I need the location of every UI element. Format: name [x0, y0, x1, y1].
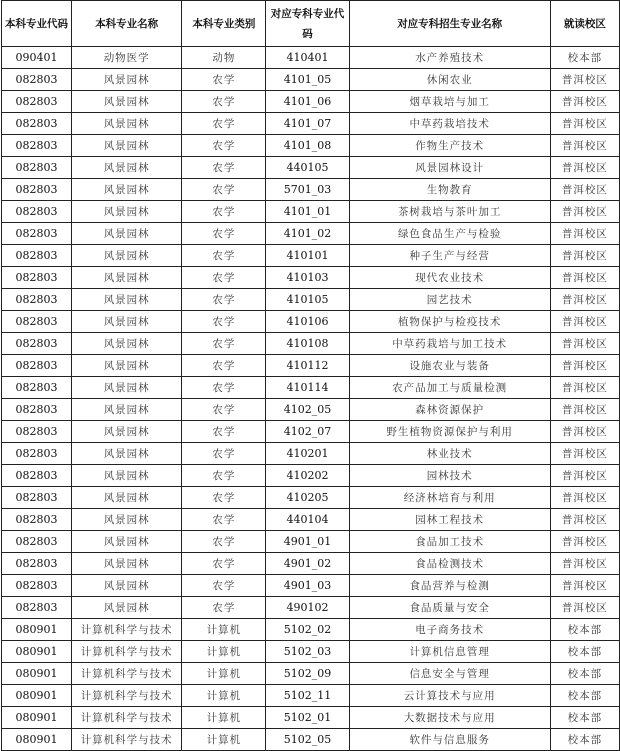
cell-undergrad-code: 082803 — [2, 179, 72, 201]
table-row — [2, 707, 620, 729]
cell-undergrad-name: 风景园林 — [72, 333, 182, 355]
cell-college-code: 4102_05 — [266, 399, 349, 421]
cell-college-code: 410202 — [266, 465, 349, 487]
cell-undergrad-code: 082803 — [2, 157, 72, 179]
cell-campus: 校本部 — [550, 707, 619, 729]
cell-undergrad-category: 农学 — [182, 311, 266, 333]
cell-campus: 普洱校区 — [550, 443, 619, 465]
header-row — [2, 1, 620, 47]
cell-college-major: 林业技术 — [349, 443, 550, 465]
header-undergrad-name: 本科专业名称 — [72, 1, 182, 47]
cell-campus: 普洱校区 — [550, 69, 619, 91]
table-row — [2, 641, 620, 663]
table-row — [2, 69, 620, 91]
cell-campus: 普洱校区 — [550, 179, 619, 201]
cell-undergrad-name: 风景园林 — [72, 201, 182, 223]
cell-college-major: 风景园林设计 — [349, 157, 550, 179]
cell-campus: 校本部 — [550, 729, 619, 751]
cell-undergrad-category: 农学 — [182, 333, 266, 355]
cell-college-code: 5102_01 — [266, 707, 349, 729]
table-row — [2, 619, 620, 641]
cell-college-code: 410401 — [266, 47, 349, 69]
cell-undergrad-name: 风景园林 — [72, 443, 182, 465]
cell-undergrad-code: 082803 — [2, 597, 72, 619]
cell-undergrad-code: 080901 — [2, 663, 72, 685]
cell-campus: 校本部 — [550, 619, 619, 641]
cell-undergrad-name: 计算机科学与技术 — [72, 663, 182, 685]
cell-undergrad-name: 计算机科学与技术 — [72, 619, 182, 641]
table-row — [2, 487, 620, 509]
cell-undergrad-name: 风景园林 — [72, 597, 182, 619]
cell-undergrad-category: 农学 — [182, 421, 266, 443]
header-undergrad-code: 本科专业代码 — [2, 1, 72, 47]
cell-campus: 普洱校区 — [550, 245, 619, 267]
cell-campus: 普洱校区 — [550, 377, 619, 399]
cell-undergrad-category: 计算机 — [182, 663, 266, 685]
cell-undergrad-category: 农学 — [182, 289, 266, 311]
cell-college-code: 440105 — [266, 157, 349, 179]
cell-undergrad-code: 082803 — [2, 399, 72, 421]
cell-undergrad-category: 农学 — [182, 443, 266, 465]
cell-undergrad-code: 082803 — [2, 443, 72, 465]
cell-college-major: 信息安全与管理 — [349, 663, 550, 685]
cell-undergrad-name: 风景园林 — [72, 69, 182, 91]
table-row — [2, 597, 620, 619]
cell-college-major: 中草药栽培技术 — [349, 113, 550, 135]
cell-undergrad-name: 风景园林 — [72, 223, 182, 245]
cell-undergrad-name: 风景园林 — [72, 509, 182, 531]
cell-undergrad-code: 082803 — [2, 113, 72, 135]
cell-campus: 普洱校区 — [550, 113, 619, 135]
cell-college-code: 5102_02 — [266, 619, 349, 641]
cell-college-major: 现代农业技术 — [349, 267, 550, 289]
cell-college-major: 园艺技术 — [349, 289, 550, 311]
cell-college-code: 410201 — [266, 443, 349, 465]
cell-undergrad-category: 农学 — [182, 135, 266, 157]
cell-undergrad-name: 风景园林 — [72, 421, 182, 443]
table-row — [2, 223, 620, 245]
cell-undergrad-category: 农学 — [182, 91, 266, 113]
cell-college-code: 5102_05 — [266, 729, 349, 751]
cell-undergrad-code: 082803 — [2, 531, 72, 553]
cell-undergrad-name: 风景园林 — [72, 267, 182, 289]
cell-undergrad-code: 082803 — [2, 355, 72, 377]
cell-campus: 普洱校区 — [550, 399, 619, 421]
cell-undergrad-category: 计算机 — [182, 641, 266, 663]
cell-college-code: 5701_03 — [266, 179, 349, 201]
cell-undergrad-code: 082803 — [2, 245, 72, 267]
cell-undergrad-code: 082803 — [2, 575, 72, 597]
cell-college-code: 5102_11 — [266, 685, 349, 707]
cell-campus: 普洱校区 — [550, 597, 619, 619]
table-row — [2, 399, 620, 421]
cell-college-major: 农产品加工与质量检测 — [349, 377, 550, 399]
cell-undergrad-code: 090401 — [2, 47, 72, 69]
table-body — [2, 47, 620, 751]
cell-undergrad-name: 风景园林 — [72, 179, 182, 201]
cell-undergrad-code: 080901 — [2, 729, 72, 751]
cell-undergrad-code: 082803 — [2, 553, 72, 575]
table-row — [2, 685, 620, 707]
table-row — [2, 663, 620, 685]
cell-college-code: 4101_08 — [266, 135, 349, 157]
cell-undergrad-name: 风景园林 — [72, 487, 182, 509]
cell-undergrad-category: 农学 — [182, 69, 266, 91]
cell-college-code: 490102 — [266, 597, 349, 619]
cell-college-code: 410106 — [266, 311, 349, 333]
cell-college-major: 软件与信息服务 — [349, 729, 550, 751]
table-row — [2, 289, 620, 311]
header-campus: 就读校区 — [550, 1, 619, 47]
cell-college-major: 休闲农业 — [349, 69, 550, 91]
cell-college-code: 4102_07 — [266, 421, 349, 443]
cell-undergrad-category: 农学 — [182, 509, 266, 531]
cell-campus: 普洱校区 — [550, 355, 619, 377]
cell-undergrad-name: 计算机科学与技术 — [72, 641, 182, 663]
table-row — [2, 267, 620, 289]
cell-college-major: 森林资源保护 — [349, 399, 550, 421]
cell-undergrad-name: 风景园林 — [72, 399, 182, 421]
table-row — [2, 553, 620, 575]
cell-undergrad-name: 风景园林 — [72, 531, 182, 553]
cell-undergrad-category: 农学 — [182, 399, 266, 421]
cell-undergrad-code: 082803 — [2, 509, 72, 531]
table-row — [2, 311, 620, 333]
cell-undergrad-name: 计算机科学与技术 — [72, 707, 182, 729]
cell-undergrad-name: 风景园林 — [72, 135, 182, 157]
cell-undergrad-category: 计算机 — [182, 685, 266, 707]
cell-undergrad-name: 风景园林 — [72, 113, 182, 135]
cell-undergrad-name: 计算机科学与技术 — [72, 685, 182, 707]
table-row — [2, 443, 620, 465]
table-row — [2, 333, 620, 355]
cell-college-major: 生物教育 — [349, 179, 550, 201]
cell-undergrad-category: 农学 — [182, 553, 266, 575]
cell-undergrad-name: 动物医学 — [72, 47, 182, 69]
cell-undergrad-name: 风景园林 — [72, 91, 182, 113]
cell-undergrad-code: 080901 — [2, 707, 72, 729]
cell-undergrad-category: 计算机 — [182, 707, 266, 729]
table-row — [2, 729, 620, 751]
table-row — [2, 355, 620, 377]
cell-college-major: 园林工程技术 — [349, 509, 550, 531]
cell-undergrad-name: 风景园林 — [72, 377, 182, 399]
cell-campus: 普洱校区 — [550, 289, 619, 311]
table-row — [2, 135, 620, 157]
cell-undergrad-category: 农学 — [182, 157, 266, 179]
cell-campus: 校本部 — [550, 685, 619, 707]
cell-undergrad-name: 风景园林 — [72, 289, 182, 311]
cell-college-major: 园林技术 — [349, 465, 550, 487]
cell-college-major: 食品加工技术 — [349, 531, 550, 553]
cell-undergrad-name: 风景园林 — [72, 157, 182, 179]
cell-undergrad-name: 风景园林 — [72, 575, 182, 597]
cell-college-code: 410101 — [266, 245, 349, 267]
cell-undergrad-code: 082803 — [2, 201, 72, 223]
cell-undergrad-name: 风景园林 — [72, 465, 182, 487]
cell-undergrad-code: 082803 — [2, 487, 72, 509]
cell-college-code: 410105 — [266, 289, 349, 311]
cell-undergrad-name: 风景园林 — [72, 311, 182, 333]
cell-undergrad-code: 082803 — [2, 223, 72, 245]
cell-undergrad-name: 风景园林 — [72, 245, 182, 267]
cell-college-code: 4101_02 — [266, 223, 349, 245]
cell-college-major: 计算机信息管理 — [349, 641, 550, 663]
cell-college-code: 410114 — [266, 377, 349, 399]
cell-college-major: 烟草栽培与加工 — [349, 91, 550, 113]
cell-college-code: 440104 — [266, 509, 349, 531]
cell-college-major: 中草药栽培与加工技术 — [349, 333, 550, 355]
cell-undergrad-category: 农学 — [182, 465, 266, 487]
cell-college-code: 410112 — [266, 355, 349, 377]
table-row — [2, 113, 620, 135]
cell-undergrad-name: 风景园林 — [72, 553, 182, 575]
cell-college-major: 绿色食品生产与检验 — [349, 223, 550, 245]
cell-college-major: 种子生产与经营 — [349, 245, 550, 267]
cell-undergrad-category: 农学 — [182, 245, 266, 267]
cell-undergrad-category: 计算机 — [182, 729, 266, 751]
cell-undergrad-code: 082803 — [2, 421, 72, 443]
cell-undergrad-code: 082803 — [2, 377, 72, 399]
cell-campus: 普洱校区 — [550, 575, 619, 597]
cell-undergrad-category: 农学 — [182, 201, 266, 223]
cell-undergrad-category: 农学 — [182, 355, 266, 377]
cell-undergrad-code: 082803 — [2, 91, 72, 113]
cell-campus: 校本部 — [550, 641, 619, 663]
cell-undergrad-name: 计算机科学与技术 — [72, 729, 182, 751]
cell-college-major: 设施农业与装备 — [349, 355, 550, 377]
cell-undergrad-category: 农学 — [182, 267, 266, 289]
cell-undergrad-category: 农学 — [182, 531, 266, 553]
cell-undergrad-code: 082803 — [2, 333, 72, 355]
cell-undergrad-name: 风景园林 — [72, 355, 182, 377]
cell-campus: 普洱校区 — [550, 267, 619, 289]
table-row — [2, 179, 620, 201]
cell-undergrad-code: 082803 — [2, 267, 72, 289]
cell-college-major: 食品质量与安全 — [349, 597, 550, 619]
cell-college-code: 4901_02 — [266, 553, 349, 575]
cell-campus: 普洱校区 — [550, 311, 619, 333]
cell-college-major: 食品检测技术 — [349, 553, 550, 575]
cell-college-code: 5102_09 — [266, 663, 349, 685]
table-row — [2, 421, 620, 443]
cell-college-code: 4101_06 — [266, 91, 349, 113]
cell-college-major: 植物保护与检疫技术 — [349, 311, 550, 333]
cell-undergrad-code: 082803 — [2, 311, 72, 333]
table-row — [2, 465, 620, 487]
table-row — [2, 531, 620, 553]
cell-undergrad-code: 082803 — [2, 135, 72, 157]
cell-campus: 普洱校区 — [550, 487, 619, 509]
cell-college-major: 经济林培育与利用 — [349, 487, 550, 509]
cell-campus: 校本部 — [550, 47, 619, 69]
cell-campus: 普洱校区 — [550, 333, 619, 355]
cell-undergrad-category: 动物 — [182, 47, 266, 69]
cell-campus: 普洱校区 — [550, 531, 619, 553]
cell-college-major: 作物生产技术 — [349, 135, 550, 157]
cell-college-code: 4901_01 — [266, 531, 349, 553]
cell-undergrad-code: 080901 — [2, 685, 72, 707]
cell-campus: 普洱校区 — [550, 91, 619, 113]
header-college-major: 对应专科招生专业名称 — [349, 1, 550, 47]
cell-undergrad-category: 农学 — [182, 113, 266, 135]
table-row — [2, 245, 620, 267]
cell-college-major: 茶树栽培与茶叶加工 — [349, 201, 550, 223]
table-row — [2, 201, 620, 223]
cell-undergrad-category: 农学 — [182, 377, 266, 399]
cell-undergrad-category: 计算机 — [182, 619, 266, 641]
cell-college-code: 4101_07 — [266, 113, 349, 135]
cell-undergrad-code: 082803 — [2, 465, 72, 487]
table-row — [2, 575, 620, 597]
cell-college-major: 云计算技术与应用 — [349, 685, 550, 707]
cell-campus: 普洱校区 — [550, 135, 619, 157]
cell-campus: 普洱校区 — [550, 465, 619, 487]
cell-college-code: 4901_03 — [266, 575, 349, 597]
header-college-code: 对应专科专业代码 — [266, 1, 349, 47]
table-row — [2, 91, 620, 113]
cell-college-major: 野生植物资源保护与利用 — [349, 421, 550, 443]
cell-undergrad-code: 082803 — [2, 289, 72, 311]
cell-college-code: 4101_01 — [266, 201, 349, 223]
cell-college-code: 5102_03 — [266, 641, 349, 663]
cell-campus: 普洱校区 — [550, 421, 619, 443]
cell-college-major: 食品营养与检测 — [349, 575, 550, 597]
table-row — [2, 157, 620, 179]
table-header — [2, 1, 620, 47]
table-row — [2, 509, 620, 531]
cell-campus: 普洱校区 — [550, 223, 619, 245]
table-row — [2, 47, 620, 69]
cell-college-code: 410103 — [266, 267, 349, 289]
table-row — [2, 377, 620, 399]
cell-undergrad-category: 农学 — [182, 179, 266, 201]
cell-undergrad-code: 082803 — [2, 69, 72, 91]
cell-campus: 普洱校区 — [550, 553, 619, 575]
cell-undergrad-code: 080901 — [2, 619, 72, 641]
cell-campus: 普洱校区 — [550, 201, 619, 223]
cell-undergrad-code: 080901 — [2, 641, 72, 663]
cell-college-code: 410108 — [266, 333, 349, 355]
major-mapping-table — [1, 0, 620, 751]
cell-campus: 普洱校区 — [550, 509, 619, 531]
cell-college-major: 水产养殖技术 — [349, 47, 550, 69]
cell-college-major: 电子商务技术 — [349, 619, 550, 641]
cell-campus: 校本部 — [550, 663, 619, 685]
cell-undergrad-category: 农学 — [182, 597, 266, 619]
cell-college-major: 大数据技术与应用 — [349, 707, 550, 729]
cell-undergrad-category: 农学 — [182, 223, 266, 245]
cell-college-code: 4101_05 — [266, 69, 349, 91]
header-undergrad-category: 本科专业类别 — [182, 1, 266, 47]
cell-undergrad-category: 农学 — [182, 575, 266, 597]
cell-undergrad-category: 农学 — [182, 487, 266, 509]
cell-campus: 普洱校区 — [550, 157, 619, 179]
cell-college-code: 410205 — [266, 487, 349, 509]
